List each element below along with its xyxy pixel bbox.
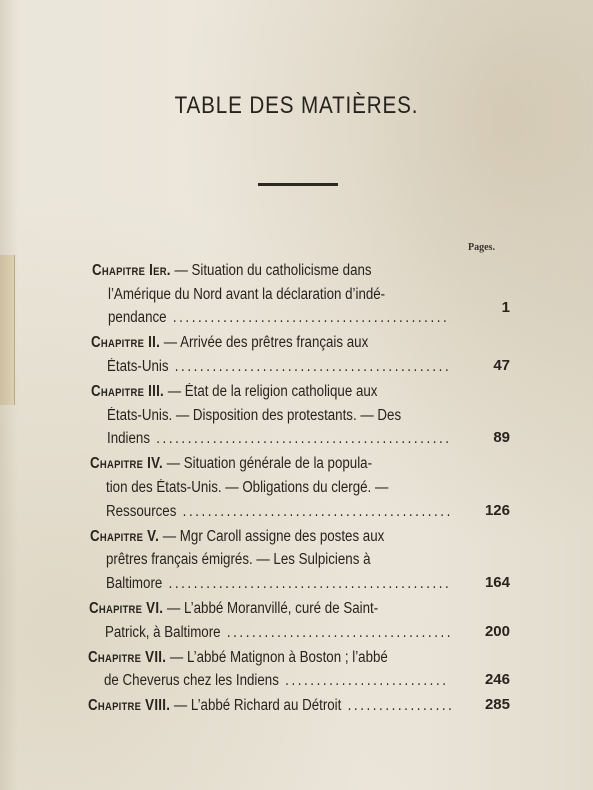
page-number: 1: [501, 299, 510, 317]
entry-text: tion des États-Unis. — Obligations du clergé. —: [106, 478, 389, 496]
toc-line: [106, 503, 453, 521]
page-number: 47: [493, 356, 510, 374]
toc-line: [91, 383, 377, 401]
dot-leader: ...........................................: [176, 502, 454, 520]
toc-line: [90, 528, 384, 546]
toc-line: [88, 697, 454, 715]
dot-leader: .............................................: [161, 574, 451, 592]
page-number: 126: [484, 501, 510, 519]
toc-line: [90, 455, 372, 473]
chapter-label: Chapitre II.: [91, 334, 161, 352]
page-number: 164: [484, 573, 510, 591]
entry-text: de Cheverus chez les Indiens: [104, 672, 280, 690]
toc-line: [107, 430, 452, 448]
entry-text: Ressources: [106, 502, 177, 520]
entry-text: Baltimore: [105, 574, 162, 592]
toc-line: [89, 600, 378, 618]
chapter-label: Chapitre IV.: [90, 455, 164, 473]
chapter-label: Chapitre VI.: [89, 599, 164, 617]
page-number: 285: [484, 696, 510, 714]
entry-text: — Mgr Caroll assigne des postes aux: [162, 527, 384, 545]
pages-column-header: Pages.: [468, 242, 495, 253]
toc-line: [108, 309, 449, 327]
toc-line: [91, 334, 368, 352]
entry-text: prêtres français émigrés. — Les Sulpiciens à: [105, 551, 371, 569]
entry-text: Patrick, à Baltimore: [105, 623, 221, 641]
dot-leader: ...............................................: [149, 430, 452, 448]
toc-line: [106, 551, 371, 569]
toc-line: [107, 358, 451, 376]
toc-line: [107, 407, 401, 425]
toc-line: [88, 649, 388, 667]
dot-leader: ..........................: [279, 672, 449, 690]
chapter-label: Chapitre VIII.: [87, 697, 170, 715]
chapter-label: Chapitre III.: [90, 383, 164, 400]
page-number: 200: [484, 622, 510, 640]
chapter-label: Chapitre Ier.: [92, 262, 171, 279]
dot-leader: ............................................: [168, 357, 452, 375]
toc-line: [104, 672, 449, 690]
dot-leader: ............................................: [166, 309, 450, 327]
dot-leader: .................: [341, 697, 455, 715]
entry-text: — Situation générale de la popula-: [166, 455, 373, 473]
entry-text: — L’abbé Moranvillé, curé de Saint-: [166, 599, 379, 617]
entry-text: — Situation du catholicisme dans: [174, 262, 372, 279]
entry-text: — État de la religion catholique aux: [167, 383, 378, 400]
toc-line: [92, 262, 372, 280]
entry-text: — Arrivée des prêtres français aux: [164, 334, 369, 352]
entry-text: États-Unis. — Disposition des protestants. — Des: [106, 406, 401, 424]
toc-line: [105, 624, 453, 642]
entry-text: pendance: [108, 309, 167, 327]
chapter-label: Chapitre VII.: [88, 648, 167, 666]
dot-leader: ....................................: [220, 623, 454, 641]
page-number: 89: [493, 429, 510, 447]
entry-text: États-Unis: [107, 357, 169, 375]
entry-text: — L’abbé Richard au Détroit: [173, 697, 342, 715]
entry-text: — L’abbé Matignon à Boston ; l’abbé: [170, 648, 389, 666]
page-number: 246: [484, 671, 510, 689]
page-title: TABLE DES MATIÈRES.: [174, 92, 419, 119]
toc-line: [106, 479, 388, 497]
chapter-label: Chapitre V.: [89, 527, 159, 545]
toc-line: [108, 286, 385, 304]
toc-line: [106, 575, 451, 593]
entry-text: l’Amérique du Nord avant la déclaration d’indé-: [108, 285, 386, 303]
entry-text: Indiens: [106, 430, 150, 448]
